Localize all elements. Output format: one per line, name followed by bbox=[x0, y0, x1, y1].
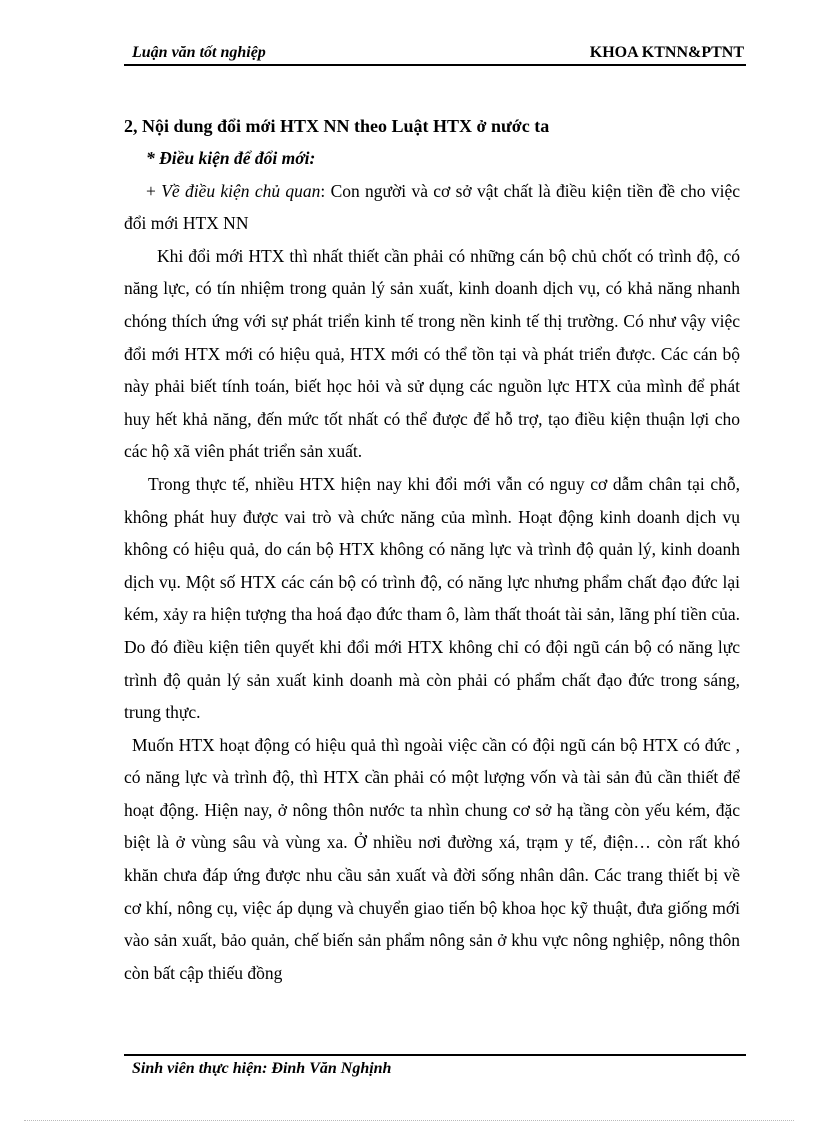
paragraph-2: Khi đổi mới HTX thì nhất thiết cần phải có những cán bộ chủ chốt có trình độ, có năng lực, có tín nhiệm trong quản lý sản xuất, kinh doanh dịch vụ, có khả năng nhanh chóng thích ứng với sự phát triển kinh tế trong nền kinh tế thị trường. Có như vậy việc đổi mới HTX mới có hiệu quả, HTX mới có thể tồn tại và phát triển được. Các cán bộ này phải biết tính toán, biết học hỏi và sử dụng các nguồn lực HTX của mình để phát huy hết khả năng, đến mức tốt nhất có thể được để hỗ trợ, tạo điều kiện thuận lợi cho các hộ xã viên phát triển sản xuất. bbox=[124, 245, 740, 462]
paragraph-1 bbox=[124, 175, 740, 240]
footer-author: Sinh viên thực hiện: Đinh Văn Nghịnh bbox=[132, 1060, 392, 1077]
header-thesis-label: Luận văn tốt nghiệp bbox=[132, 44, 266, 61]
p1-italic-term: Về điều kiện chủ quan bbox=[161, 180, 321, 201]
page-header bbox=[124, 40, 746, 66]
subheading: * Điều kiện để đổi mới: bbox=[146, 148, 316, 168]
paragraph-3: Trong thực tế, nhiều HTX hiện nay khi đổi mới vẫn có nguy cơ dẫm chân tại chỗ, không phát huy được vai trò và chức năng của mình. Hoạt động kinh doanh dịch vụ không có hiệu quả, do cán bộ HTX không có năng lực và trình độ quản lý, kinh doanh dịch vụ. Một số HTX các cán bộ có trình độ, có năng lực nhưng phẩm chất đạo đức lại kém, xảy ra hiện tượng tha hoá đạo đức tham ô, làm thất thoát tài sản, lãng phí tiền của. Do đó điều kiện tiên quyết khi đổi mới HTX không chỉ có đội ngũ cán bộ có năng lực trình độ quản lý sản xuất kinh doanh mà còn phải có phẩm chất đạo đức trong sáng, trung thực. bbox=[124, 473, 740, 723]
section-title: 2, Nội dung đổi mới HTX NN theo Luật HTX ở nước ta bbox=[124, 116, 550, 136]
header-faculty-label: KHOA KTNN&PTNT bbox=[589, 44, 744, 61]
document-body bbox=[124, 110, 740, 989]
paragraph-4: Muốn HTX hoạt động có hiệu quả thì ngoài việc cần có đội ngũ cán bộ HTX có đức , có năng lực và trình độ, thì HTX cần phải có một lượng vốn và tài sản đủ cần thiết để hoạt động. Hiện nay, ở nông thôn nước ta nhìn chung cơ sở hạ tầng còn yếu kém, đặc biệt là ở vùng sâu và vùng xa. Ở nhiều nơi đường xá, trạm y tế, điện… còn rất khó khăn chưa đáp ứng được nhu cầu sản xuất và đời sống nhân dân. Các trang thiết bị về cơ khí, nông cụ, việc áp dụng và chuyển giao tiến bộ khoa học kỹ thuật, đưa giống mới vào sản xuất, bảo quản, chế biến sản phẩm nông sản ở khu vực nông nghiệp, nông thôn còn bất cập thiếu đồng bbox=[124, 734, 740, 983]
p1-rest: : Con người và cơ sở vật chất là điều kiện tiền đề cho việc đổi mới HTX NN bbox=[124, 180, 740, 234]
page-bottom-dotted-line bbox=[24, 1120, 794, 1121]
footer-divider bbox=[124, 1054, 746, 1056]
p1-prefix: + bbox=[146, 180, 162, 201]
